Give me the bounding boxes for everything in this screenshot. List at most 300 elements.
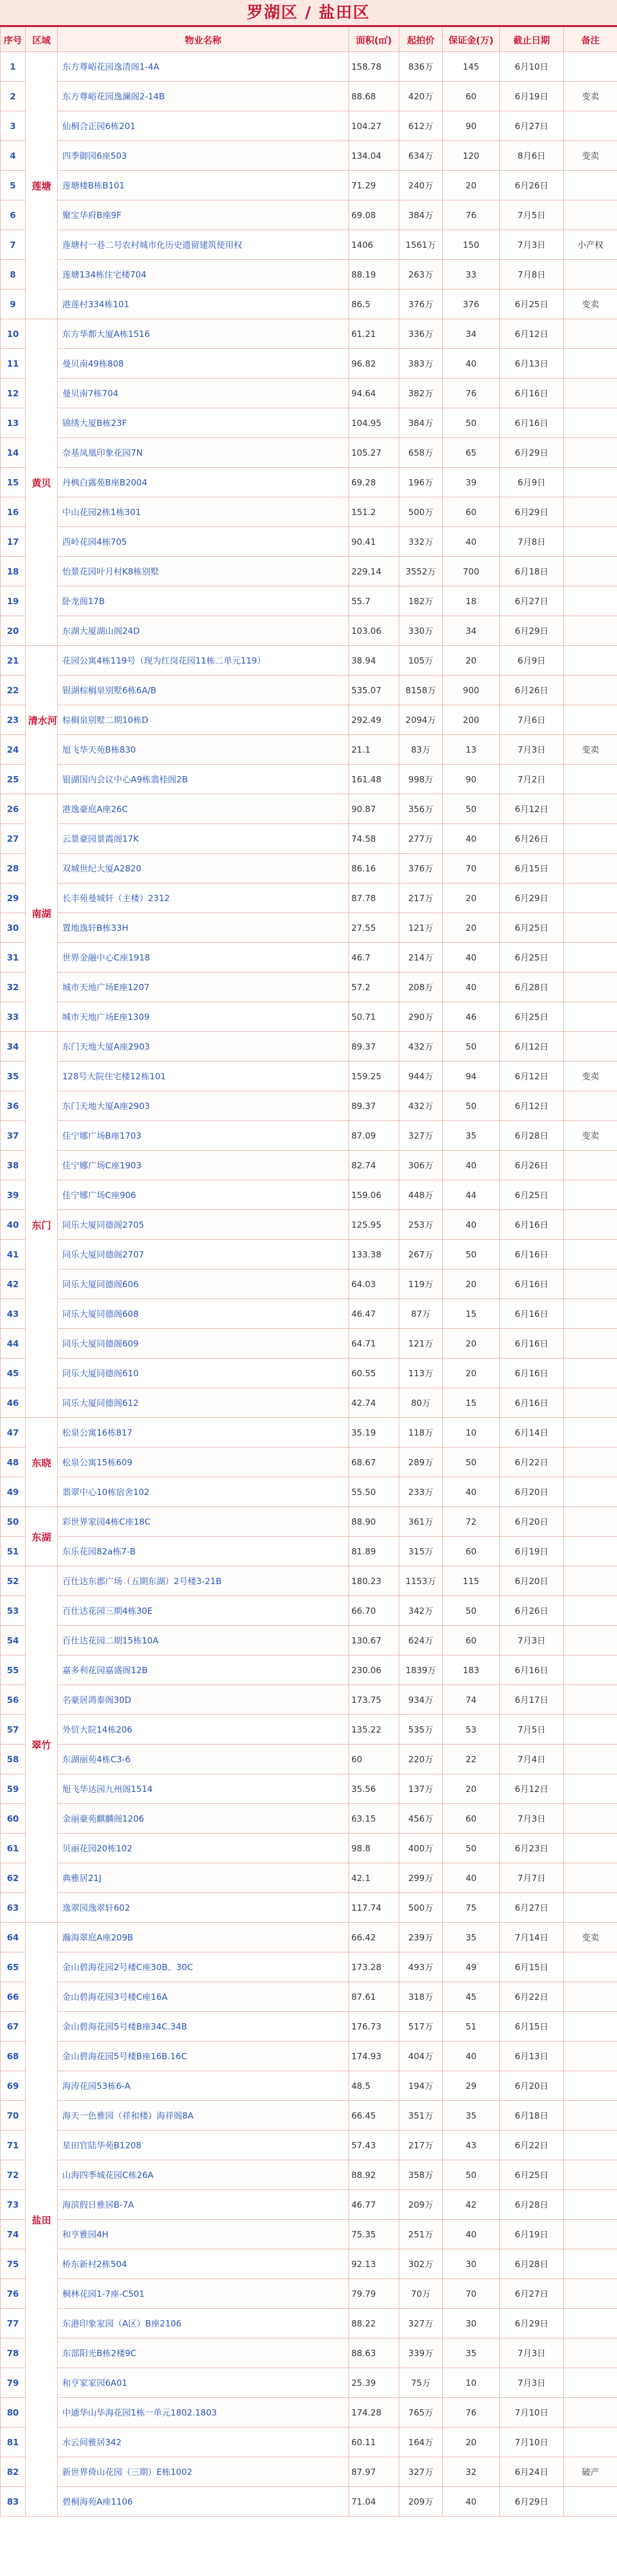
property-name: 莲塘楼B栋B101 (58, 171, 349, 200)
row-seq: 78 (1, 2338, 26, 2368)
deadline-date: 7月14日 (500, 1923, 564, 1952)
note-value (564, 1210, 617, 1240)
start-price: 194万 (399, 2071, 443, 2101)
table-row (1, 82, 617, 111)
note-value (564, 824, 617, 854)
deadline-date: 6月16日 (500, 1299, 564, 1329)
row-seq: 68 (1, 2041, 26, 2071)
property-name: 海滨假日雅居B-7A (58, 2190, 349, 2220)
table-row (1, 1685, 617, 1715)
note-value (564, 913, 617, 943)
row-seq: 32 (1, 972, 26, 1002)
area-value: 68.67 (349, 1448, 399, 1477)
deposit-value: 183 (443, 1655, 500, 1685)
note-value (564, 2249, 617, 2279)
deposit-value: 40 (443, 2041, 500, 2071)
row-seq: 65 (1, 1952, 26, 1982)
deadline-date: 6月25日 (500, 290, 564, 319)
start-price: 634万 (399, 141, 443, 171)
deposit-value: 32 (443, 2457, 500, 2487)
deposit-value: 20 (443, 883, 500, 913)
table-row (1, 171, 617, 200)
table-row (1, 2220, 617, 2249)
deposit-value: 30 (443, 2309, 500, 2338)
start-price: 361万 (399, 1507, 443, 1537)
property-name: 金山碧海花园2号楼C座30B、30C (58, 1952, 349, 1982)
row-seq: 76 (1, 2279, 26, 2309)
property-name: 碧桐海苑A座1106 (58, 2487, 349, 2517)
start-price: 517万 (399, 2012, 443, 2041)
deposit-value: 40 (443, 824, 500, 854)
area-value: 96.82 (349, 349, 399, 379)
deadline-date: 7月3日 (500, 1804, 564, 1834)
row-seq: 17 (1, 527, 26, 557)
area-value: 104.95 (349, 408, 399, 438)
table-row (1, 319, 617, 349)
deadline-date: 6月22日 (500, 2131, 564, 2160)
property-name: 桥东新村2栋504 (58, 2249, 349, 2279)
start-price: 535万 (399, 1715, 443, 1745)
area-value: 57.43 (349, 2131, 399, 2160)
area-value: 230.06 (349, 1655, 399, 1685)
table-row (1, 2101, 617, 2131)
table-row (1, 260, 617, 290)
deadline-date: 8月6日 (500, 141, 564, 171)
deadline-date: 6月23日 (500, 1834, 564, 1863)
property-name: 东方尊峪花园逸清阁1-4A (58, 52, 349, 82)
area-value: 66.45 (349, 2101, 399, 2131)
area-value: 87.78 (349, 883, 399, 913)
property-name: 同乐大厦同德阁608 (58, 1299, 349, 1329)
table-row (1, 1626, 617, 1655)
area-value: 46.7 (349, 943, 399, 972)
deposit-value: 45 (443, 1982, 500, 2012)
note-value (564, 52, 617, 82)
note-value (564, 1834, 617, 1863)
table-row (1, 1032, 617, 1062)
note-value (564, 2190, 617, 2220)
note-value (564, 438, 617, 468)
note-value (564, 586, 617, 616)
property-name: 卧龙阁17B (58, 586, 349, 616)
deposit-value: 65 (443, 438, 500, 468)
area-value: 92.13 (349, 2249, 399, 2279)
area-value: 103.06 (349, 616, 399, 646)
property-name: 同乐大厦同德阁612 (58, 1388, 349, 1418)
row-seq: 74 (1, 2220, 26, 2249)
note-value (564, 2012, 617, 2041)
note-value: 破产 (564, 2457, 617, 2487)
table-row (1, 290, 617, 319)
property-name: 东方华都大厦A栋1516 (58, 319, 349, 349)
deposit-value: 50 (443, 1032, 500, 1062)
start-price: 2094万 (399, 705, 443, 735)
deposit-value: 90 (443, 111, 500, 141)
table-row (1, 2487, 617, 2517)
property-name: 东部阳光B栋2楼9C (58, 2338, 349, 2368)
deposit-value: 50 (443, 2160, 500, 2190)
deadline-date: 6月26日 (500, 676, 564, 705)
note-value (564, 705, 617, 735)
property-name: 百仕达花园三期4栋30E (58, 1596, 349, 1626)
row-seq: 10 (1, 319, 26, 349)
deadline-date: 7月3日 (500, 2368, 564, 2398)
area-value: 88.90 (349, 1507, 399, 1537)
deadline-date: 7月7日 (500, 1863, 564, 1893)
auction-table (0, 27, 617, 2517)
note-value (564, 1299, 617, 1329)
area-value: 89.37 (349, 1091, 399, 1121)
deposit-value: 60 (443, 82, 500, 111)
start-price: 432万 (399, 1032, 443, 1062)
deposit-value: 50 (443, 1834, 500, 1863)
table-row (1, 1240, 617, 1269)
table-row (1, 794, 617, 824)
deposit-value: 40 (443, 972, 500, 1002)
region-cell: 东门 (26, 1032, 58, 1418)
area-value: 64.03 (349, 1269, 399, 1299)
deadline-date: 7月5日 (500, 1715, 564, 1745)
start-price: 765万 (399, 2398, 443, 2428)
note-value (564, 2101, 617, 2131)
start-price: 302万 (399, 2249, 443, 2279)
row-seq: 46 (1, 1388, 26, 1418)
deposit-value: 35 (443, 2101, 500, 2131)
start-price: 1561万 (399, 230, 443, 260)
property-name: 莲塘村一巷二号农村城市化历史遗留建筑使用权 (58, 230, 349, 260)
property-name: 东港印象家园（A区）B座2106 (58, 2309, 349, 2338)
deadline-date: 6月10日 (500, 52, 564, 82)
area-value: 1406 (349, 230, 399, 260)
table-row (1, 2160, 617, 2190)
row-seq: 18 (1, 557, 26, 586)
note-value (564, 1151, 617, 1180)
deposit-value: 35 (443, 1121, 500, 1151)
deposit-value: 40 (443, 1151, 500, 1180)
table-row (1, 1893, 617, 1923)
deadline-date: 6月18日 (500, 2101, 564, 2131)
start-price: 327万 (399, 1121, 443, 1151)
table-row (1, 1596, 617, 1626)
table-row (1, 1418, 617, 1448)
start-price: 87万 (399, 1299, 443, 1329)
start-price: 209万 (399, 2487, 443, 2517)
note-value (564, 468, 617, 497)
row-seq: 13 (1, 408, 26, 438)
deadline-date: 6月12日 (500, 1032, 564, 1062)
property-name: 东门天地大厦A座2903 (58, 1091, 349, 1121)
area-value: 60 (349, 1745, 399, 1774)
note-value (564, 646, 617, 676)
deposit-value: 50 (443, 1596, 500, 1626)
property-name: 和亨雅园4H (58, 2220, 349, 2249)
table-row (1, 646, 617, 676)
row-seq: 19 (1, 586, 26, 616)
table-row (1, 735, 617, 765)
area-value: 535.07 (349, 676, 399, 705)
row-seq: 2 (1, 82, 26, 111)
deposit-value: 29 (443, 2071, 500, 2101)
property-name: 水云间雅居342 (58, 2428, 349, 2457)
row-seq: 73 (1, 2190, 26, 2220)
deadline-date: 7月8日 (500, 527, 564, 557)
note-value: 变卖 (564, 1121, 617, 1151)
deposit-value: 376 (443, 290, 500, 319)
deposit-value: 20 (443, 1359, 500, 1388)
deposit-value: 40 (443, 2487, 500, 2517)
table-row (1, 1329, 617, 1359)
area-value: 46.77 (349, 2190, 399, 2220)
property-name: 同乐大厦同德阁609 (58, 1329, 349, 1359)
note-value (564, 765, 617, 794)
property-name: 长丰苑曼城轩（主楼）2312 (58, 883, 349, 913)
row-seq: 80 (1, 2398, 26, 2428)
note-value (564, 557, 617, 586)
row-seq: 23 (1, 705, 26, 735)
area-value: 88.22 (349, 2309, 399, 2338)
start-price: 332万 (399, 527, 443, 557)
table-row (1, 1359, 617, 1388)
note-value: 变卖 (564, 1062, 617, 1091)
note-value (564, 2338, 617, 2368)
deposit-value: 34 (443, 616, 500, 646)
property-name: 城市天地广场E座1309 (58, 1002, 349, 1032)
deposit-value: 30 (443, 2249, 500, 2279)
deposit-value: 51 (443, 2012, 500, 2041)
deadline-date: 6月12日 (500, 319, 564, 349)
start-price: 1839万 (399, 1655, 443, 1685)
header-name: 物业名称 (58, 27, 349, 52)
note-value (564, 200, 617, 230)
start-price: 358万 (399, 2160, 443, 2190)
deadline-date: 6月13日 (500, 349, 564, 379)
note-value (564, 1893, 617, 1923)
row-seq: 26 (1, 794, 26, 824)
note-value (564, 1596, 617, 1626)
row-seq: 49 (1, 1477, 26, 1507)
note-value (564, 2487, 617, 2517)
start-price: 121万 (399, 1329, 443, 1359)
table-row (1, 2279, 617, 2309)
row-seq: 34 (1, 1032, 26, 1062)
area-value: 125.95 (349, 1210, 399, 1240)
deposit-value: 40 (443, 2220, 500, 2249)
deposit-value: 33 (443, 260, 500, 290)
deposit-value: 42 (443, 2190, 500, 2220)
note-value (564, 1982, 617, 2012)
area-value: 42.1 (349, 1863, 399, 1893)
area-value: 174.93 (349, 2041, 399, 2071)
deposit-value: 46 (443, 1002, 500, 1032)
start-price: 196万 (399, 468, 443, 497)
row-seq: 31 (1, 943, 26, 972)
table-row (1, 2398, 617, 2428)
property-name: 山海四季城花园C栋26A (58, 2160, 349, 2190)
deposit-value: 35 (443, 2338, 500, 2368)
row-seq: 28 (1, 854, 26, 883)
start-price: 83万 (399, 735, 443, 765)
start-price: 500万 (399, 497, 443, 527)
property-name: 典雅居21J (58, 1863, 349, 1893)
deposit-value: 76 (443, 379, 500, 408)
deposit-value: 60 (443, 1537, 500, 1566)
area-value: 98.8 (349, 1834, 399, 1863)
deadline-date: 6月26日 (500, 171, 564, 200)
deadline-date: 7月3日 (500, 2338, 564, 2368)
row-seq: 36 (1, 1091, 26, 1121)
deadline-date: 6月20日 (500, 1507, 564, 1537)
table-row (1, 676, 617, 705)
start-price: 119万 (399, 1269, 443, 1299)
area-value: 55.50 (349, 1477, 399, 1507)
area-value: 159.06 (349, 1180, 399, 1210)
row-seq: 83 (1, 2487, 26, 2517)
table-row (1, 527, 617, 557)
row-seq: 11 (1, 349, 26, 379)
start-price: 217万 (399, 2131, 443, 2160)
area-value: 86.5 (349, 290, 399, 319)
region-cell: 南湖 (26, 794, 58, 1032)
deposit-value: 53 (443, 1715, 500, 1745)
deposit-value: 50 (443, 1448, 500, 1477)
property-name: 彩世界家园4栋C座18C (58, 1507, 349, 1537)
table-row (1, 1923, 617, 1952)
start-price: 70万 (399, 2279, 443, 2309)
row-seq: 4 (1, 141, 26, 171)
table-row (1, 1715, 617, 1745)
start-price: 80万 (399, 1388, 443, 1418)
deposit-value: 20 (443, 913, 500, 943)
table-row (1, 1448, 617, 1477)
start-price: 330万 (399, 616, 443, 646)
deadline-date: 6月20日 (500, 1477, 564, 1507)
note-value (564, 349, 617, 379)
start-price: 493万 (399, 1952, 443, 1982)
start-price: 383万 (399, 349, 443, 379)
area-value: 173.75 (349, 1685, 399, 1715)
deposit-value: 40 (443, 349, 500, 379)
area-value: 88.68 (349, 82, 399, 111)
area-value: 61.21 (349, 319, 399, 349)
area-value: 66.70 (349, 1596, 399, 1626)
area-value: 88.19 (349, 260, 399, 290)
property-name: 金山碧海花园5号楼B座16B.16C (58, 2041, 349, 2071)
deadline-date: 6月12日 (500, 1062, 564, 1091)
row-seq: 55 (1, 1655, 26, 1685)
deadline-date: 7月6日 (500, 705, 564, 735)
deposit-value: 120 (443, 141, 500, 171)
row-seq: 7 (1, 230, 26, 260)
header-deposit: 保证金(万) (443, 27, 500, 52)
start-price: 356万 (399, 794, 443, 824)
deadline-date: 6月27日 (500, 111, 564, 141)
property-name: 同乐大厦同德阁2705 (58, 1210, 349, 1240)
deadline-date: 6月29日 (500, 616, 564, 646)
property-name: 双城世纪大厦A2820 (58, 854, 349, 883)
deposit-value: 74 (443, 1685, 500, 1715)
deadline-date: 6月9日 (500, 646, 564, 676)
area-value: 89.37 (349, 1032, 399, 1062)
deadline-date: 6月29日 (500, 2309, 564, 2338)
table-body (1, 52, 617, 2517)
deposit-value: 94 (443, 1062, 500, 1091)
table-header-row (1, 27, 617, 52)
deposit-value: 40 (443, 943, 500, 972)
property-name: 城市天地广场E座1207 (58, 972, 349, 1002)
note-value (564, 1537, 617, 1566)
area-value: 25.39 (349, 2368, 399, 2398)
start-price: 432万 (399, 1091, 443, 1121)
table-row (1, 1091, 617, 1121)
property-name: 金山碧海花园5号楼B座34C.34B (58, 2012, 349, 2041)
note-value (564, 379, 617, 408)
note-value (564, 2368, 617, 2398)
note-value (564, 527, 617, 557)
deposit-value: 115 (443, 1566, 500, 1596)
deposit-value: 76 (443, 200, 500, 230)
table-row (1, 824, 617, 854)
note-value (564, 2041, 617, 2071)
note-value (564, 1329, 617, 1359)
start-price: 217万 (399, 883, 443, 913)
deposit-value: 44 (443, 1180, 500, 1210)
start-price: 376万 (399, 290, 443, 319)
deadline-date: 6月17日 (500, 1685, 564, 1715)
start-price: 263万 (399, 260, 443, 290)
table-row (1, 2041, 617, 2071)
deposit-value: 150 (443, 230, 500, 260)
start-price: 336万 (399, 319, 443, 349)
row-seq: 1 (1, 52, 26, 82)
start-price: 836万 (399, 52, 443, 82)
note-value (564, 2220, 617, 2249)
row-seq: 50 (1, 1507, 26, 1537)
table-row (1, 379, 617, 408)
row-seq: 24 (1, 735, 26, 765)
note-value (564, 1626, 617, 1655)
table-row (1, 1210, 617, 1240)
property-name: 曼贝南49栋808 (58, 349, 349, 379)
note-value: 小产权 (564, 230, 617, 260)
start-price: 327万 (399, 2457, 443, 2487)
deadline-date: 6月16日 (500, 1655, 564, 1685)
table-row (1, 2457, 617, 2487)
start-price: 209万 (399, 2190, 443, 2220)
area-value: 74.58 (349, 824, 399, 854)
start-price: 267万 (399, 1240, 443, 1269)
area-value: 88.63 (349, 2338, 399, 2368)
row-seq: 9 (1, 290, 26, 319)
deposit-value: 40 (443, 1210, 500, 1240)
deadline-date: 6月15日 (500, 1952, 564, 1982)
table-row (1, 2190, 617, 2220)
row-seq: 5 (1, 171, 26, 200)
start-price: 277万 (399, 824, 443, 854)
area-value: 57.2 (349, 972, 399, 1002)
property-name: 128号大院住宅楼12栋101 (58, 1062, 349, 1091)
start-price: 339万 (399, 2338, 443, 2368)
property-name: 东湖丽苑4栋C3-6 (58, 1745, 349, 1774)
row-seq: 61 (1, 1834, 26, 1863)
area-value: 104.27 (349, 111, 399, 141)
start-price: 318万 (399, 1982, 443, 2012)
start-price: 624万 (399, 1626, 443, 1655)
deadline-date: 6月25日 (500, 913, 564, 943)
note-value (564, 2279, 617, 2309)
deadline-date: 7月3日 (500, 1626, 564, 1655)
note-value (564, 1507, 617, 1537)
note-value (564, 676, 617, 705)
